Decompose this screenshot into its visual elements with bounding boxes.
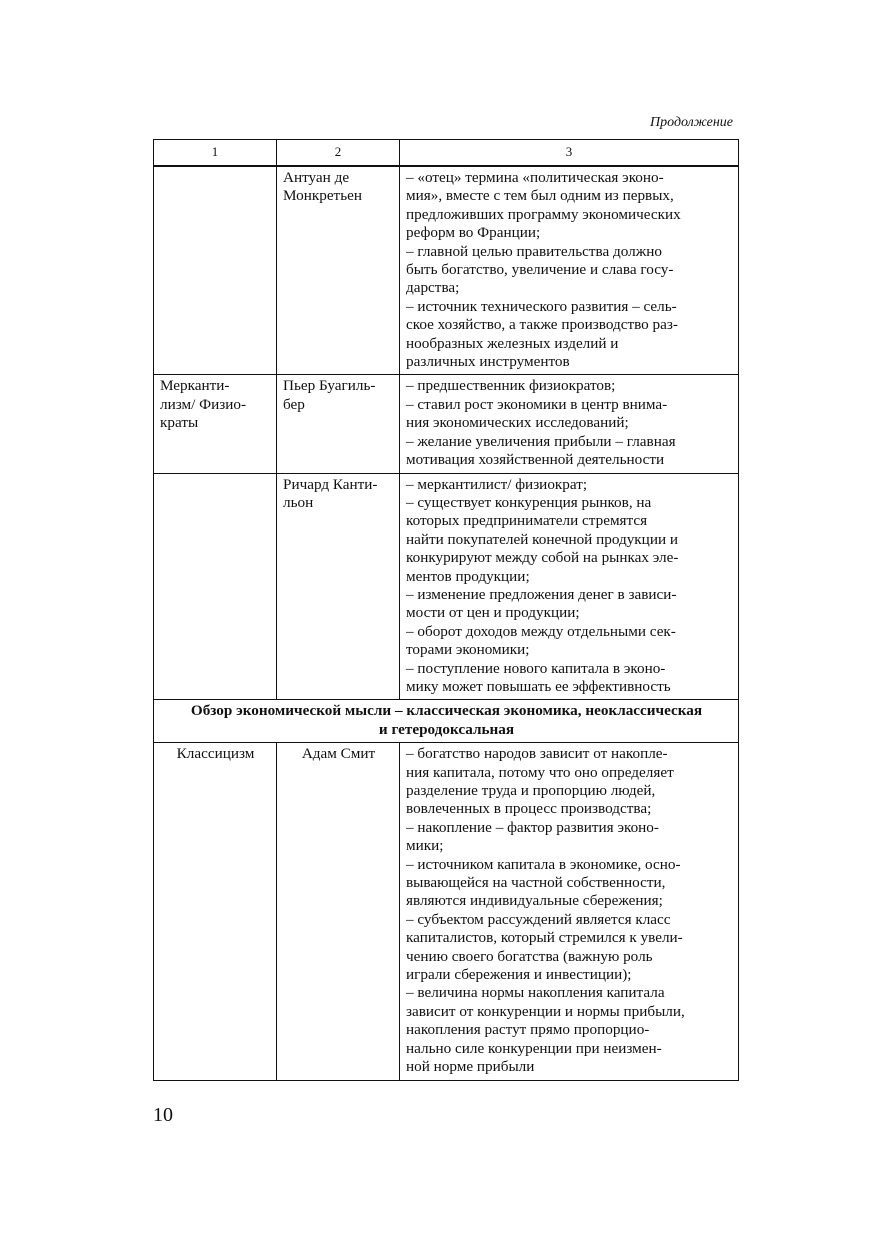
idea-line: нообразных железных изделий и	[406, 334, 619, 352]
idea-line: – желание увеличения прибыли – главная	[406, 432, 676, 450]
idea-line: ния экономических исследований;	[406, 414, 629, 432]
idea-line: реформ во Франции;	[406, 224, 541, 242]
idea-line: – изменение предложения денег в зависи-	[406, 585, 677, 603]
author-line: Адам Смит	[301, 745, 376, 763]
section-heading	[154, 700, 739, 743]
author-line: льон	[283, 493, 314, 511]
school-cell	[154, 375, 277, 473]
idea-line: – существует конкуренция рынков, на	[406, 493, 652, 511]
idea-line: капиталистов, который стремился к увели-	[406, 929, 683, 947]
author-line: бер	[283, 395, 305, 413]
author-cell	[277, 473, 400, 700]
ideas-cell	[400, 375, 739, 473]
idea-line: – меркантилист/ физиократ;	[406, 475, 588, 493]
table-row-smith	[154, 743, 739, 1080]
school-line: краты	[160, 414, 199, 432]
idea-line: вывающейся на частной собственности,	[406, 874, 666, 892]
table-row-boisguilbert	[154, 375, 739, 473]
author-line: Пьер Буагиль-	[283, 377, 376, 395]
author-line: Ричард Канти-	[283, 475, 378, 493]
school-cell	[154, 743, 277, 1080]
section-heading-line: Обзор экономической мысли – классическая экономика, неоклассическая	[190, 702, 703, 720]
table-row-montchrestien	[154, 166, 739, 375]
idea-line: вовлеченных в процесс производства;	[406, 800, 652, 818]
section-heading-line: и гетеродоксальная	[378, 720, 515, 738]
idea-line: накопления растут прямо пропорцио-	[406, 1021, 650, 1039]
idea-line: – источником капитала в экономике, осно-	[406, 855, 681, 873]
page-number: 10	[153, 1104, 173, 1126]
idea-line: – главной целью правительства должно	[406, 242, 662, 260]
idea-line: чению своего богатства (важную роль	[406, 947, 653, 965]
idea-line: – поступление нового капитала в эконо-	[406, 659, 666, 677]
idea-line: ной норме прибыли	[406, 1058, 535, 1076]
author-line: Монкретьен	[283, 187, 362, 205]
idea-line: дарства;	[406, 279, 460, 297]
idea-line: мия», вместе с тем был одним из первых,	[406, 187, 674, 205]
idea-line: мику может повышать ее эффективность	[406, 677, 671, 695]
idea-line: торами экономики;	[406, 641, 530, 659]
ideas-cell	[400, 473, 739, 700]
idea-line: нально силе конкуренции при неизмен-	[406, 1039, 662, 1057]
idea-line: – субъектом рассуждений является класс	[406, 910, 671, 928]
school-line: Мерканти-	[160, 377, 230, 395]
ideas-cell	[400, 166, 739, 375]
idea-line: разделение труда и пропорцию людей,	[406, 782, 656, 799]
idea-line: – богатство народов зависит от накопле-	[406, 745, 668, 763]
school-cell	[154, 473, 277, 700]
economic-thought-table	[153, 139, 739, 1081]
author-cell	[277, 743, 400, 1080]
idea-line: – предшественник физиократов;	[406, 377, 616, 395]
author-cell	[277, 375, 400, 473]
idea-line: играли сбережения и инвестиции);	[406, 966, 632, 984]
idea-line: предложивших программу экономических	[406, 205, 681, 223]
continued-label: Продолжение	[650, 115, 733, 130]
school-line: лизм/ Физио-	[160, 395, 247, 413]
table-row-cantillon	[154, 473, 739, 700]
idea-line: найти покупателей конечной продукции и	[406, 530, 678, 548]
column-number-row	[154, 140, 739, 167]
idea-line: – ставил рост экономики в центр внима-	[406, 395, 668, 413]
idea-line: ментов продукции;	[406, 567, 530, 585]
idea-line: быть богатство, увеличение и слава госу-	[406, 261, 674, 279]
column-number-3: 3	[400, 140, 739, 167]
column-number-2: 2	[277, 140, 400, 167]
author-cell	[277, 166, 400, 375]
idea-line: конкурируют между собой на рынках эле-	[406, 549, 679, 567]
idea-line: различных инструментов	[406, 353, 570, 371]
idea-line: являются индивидуальные сбережения;	[406, 892, 663, 910]
column-number-1: 1	[154, 140, 277, 167]
author-line: Антуан де	[283, 169, 350, 186]
idea-line: мости от цен и продукции;	[406, 604, 580, 622]
idea-line: ния капитала, потому что оно определяет	[406, 763, 674, 781]
idea-line: мики;	[406, 837, 444, 855]
idea-line: ское хозяйство, а также производство раз-	[406, 316, 678, 334]
idea-line: которых предприниматели стремятся	[406, 512, 648, 530]
school-cell	[154, 166, 277, 375]
idea-line: – оборот доходов между отдельными сек-	[406, 622, 676, 640]
school-line: Классицизм	[176, 745, 255, 763]
idea-line: – накопление – фактор развития эконо-	[406, 818, 659, 836]
idea-line: – источник технического развития – сель-	[406, 297, 677, 315]
ideas-cell	[400, 743, 739, 1080]
idea-line: зависит от конкуренции и нормы прибыли,	[406, 1002, 685, 1020]
idea-line: мотивация хозяйственной деятельности	[406, 451, 665, 469]
section-heading-row	[154, 700, 739, 743]
idea-line: – «отец» термина «политическая эконо-	[406, 169, 664, 186]
idea-line: – величина нормы накопления капитала	[406, 984, 665, 1002]
